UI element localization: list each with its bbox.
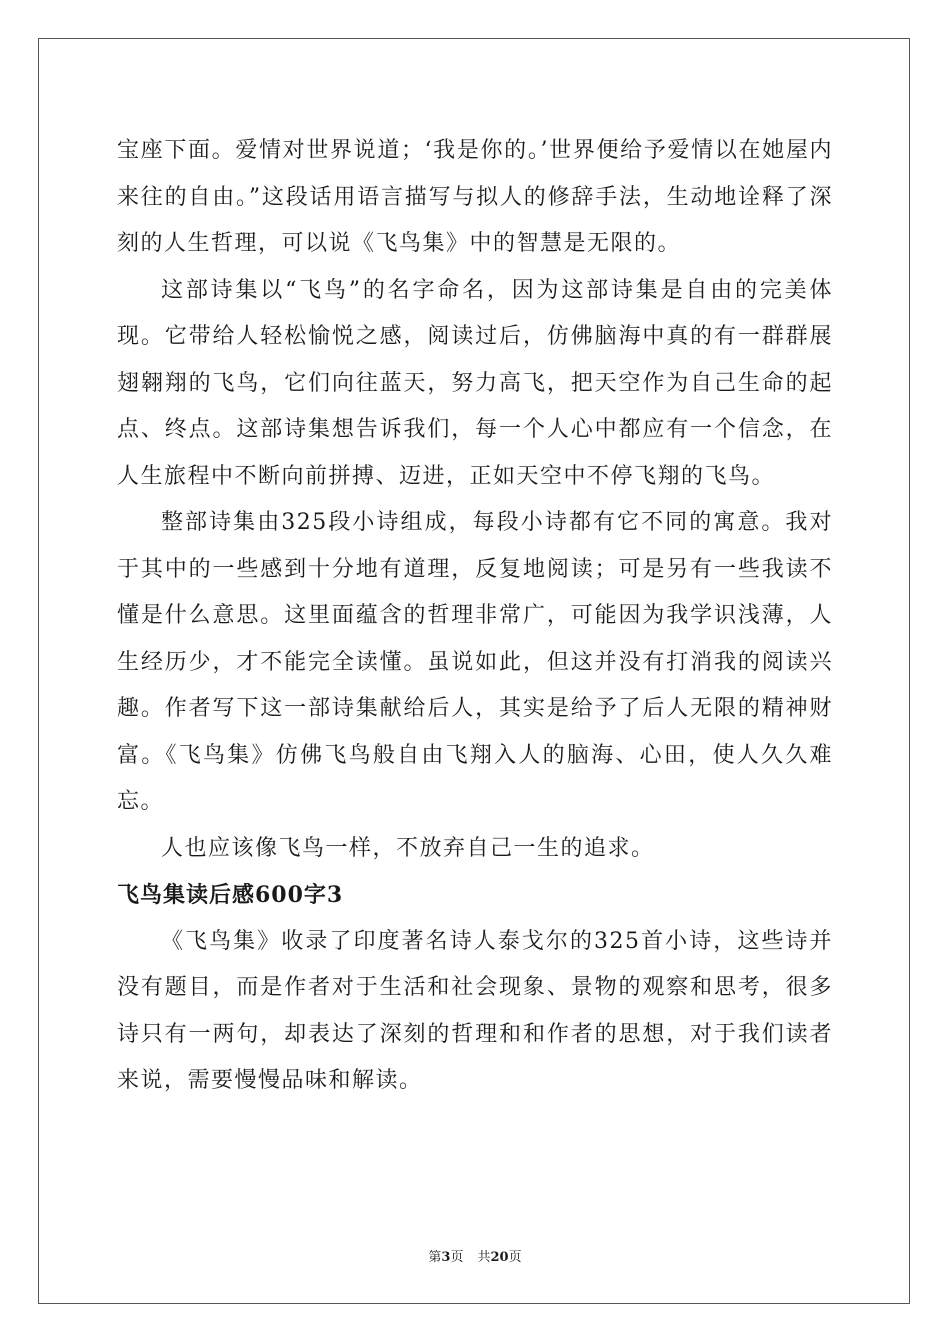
paragraph-1: 宝座下面。爱情对世界说道；‘我是你的。’世界便给予爱情以在她屋内来往的自由。”这段话用语言描写与拟人的修辞手法，生动地诠释了深刻的人生哲理，可以说《飞鸟集》中的智慧是无限的。 bbox=[117, 138, 833, 256]
current-page-number: 3 bbox=[441, 1250, 451, 1265]
footer-total-prefix: 共 bbox=[477, 1250, 491, 1265]
total-pages-number: 20 bbox=[490, 1250, 509, 1265]
footer-prefix: 第 bbox=[428, 1250, 442, 1265]
page-footer bbox=[0, 1246, 950, 1265]
footer-total-unit: 页 bbox=[508, 1250, 522, 1265]
document-body bbox=[117, 128, 833, 1105]
paragraph-3: 整部诗集由325段小诗组成，每段小诗都有它不同的寓意。我对于其中的一些感到十分地有道理，反复地阅读；可是另有一些我读不懂是什么意思。这里面蕴含的哲理非常广，可能因为我学识浅薄，人生经历少，才不能完全读懂。虽说如此，但这并没有打消我的阅读兴趣。作者写下这一部诗集献给后人，其实是给予了后人无限的精神财富。《飞鸟集》仿佛飞鸟般自由飞翔入人的脑海、心田，使人久久难忘。 bbox=[117, 510, 833, 814]
footer-page-unit: 页 bbox=[450, 1250, 464, 1265]
section-heading: 飞鸟集读后感600字3 bbox=[117, 882, 344, 908]
paragraph-2: 这部诗集以“飞鸟”的名字命名，因为这部诗集是自由的完美体现。它带给人轻松愉悦之感，阅读过后，仿佛脑海中真的有一群群展翅翱翔的飞鸟，它们向往蓝天，努力高飞，把天空作为自己生命的起点、终点。这部诗集想告诉我们，每一个人心中都应有一个信念，在人生旅程中不断向前拼搏、迈进，正如天空中不停飞翔的飞鸟。 bbox=[117, 277, 833, 489]
paragraph-4: 人也应该像飞鸟一样，不放弃自己一生的追求。 bbox=[161, 835, 655, 861]
paragraph-5: 《飞鸟集》收录了印度著名诗人泰戈尔的325首小诗，这些诗并没有题目，而是作者对于生活和社会现象、景物的观察和思考，很多诗只有一两句，却表达了深刻的哲理和和作者的思想，对于我们读者来说，需要慢慢品味和解读。 bbox=[117, 928, 833, 1093]
